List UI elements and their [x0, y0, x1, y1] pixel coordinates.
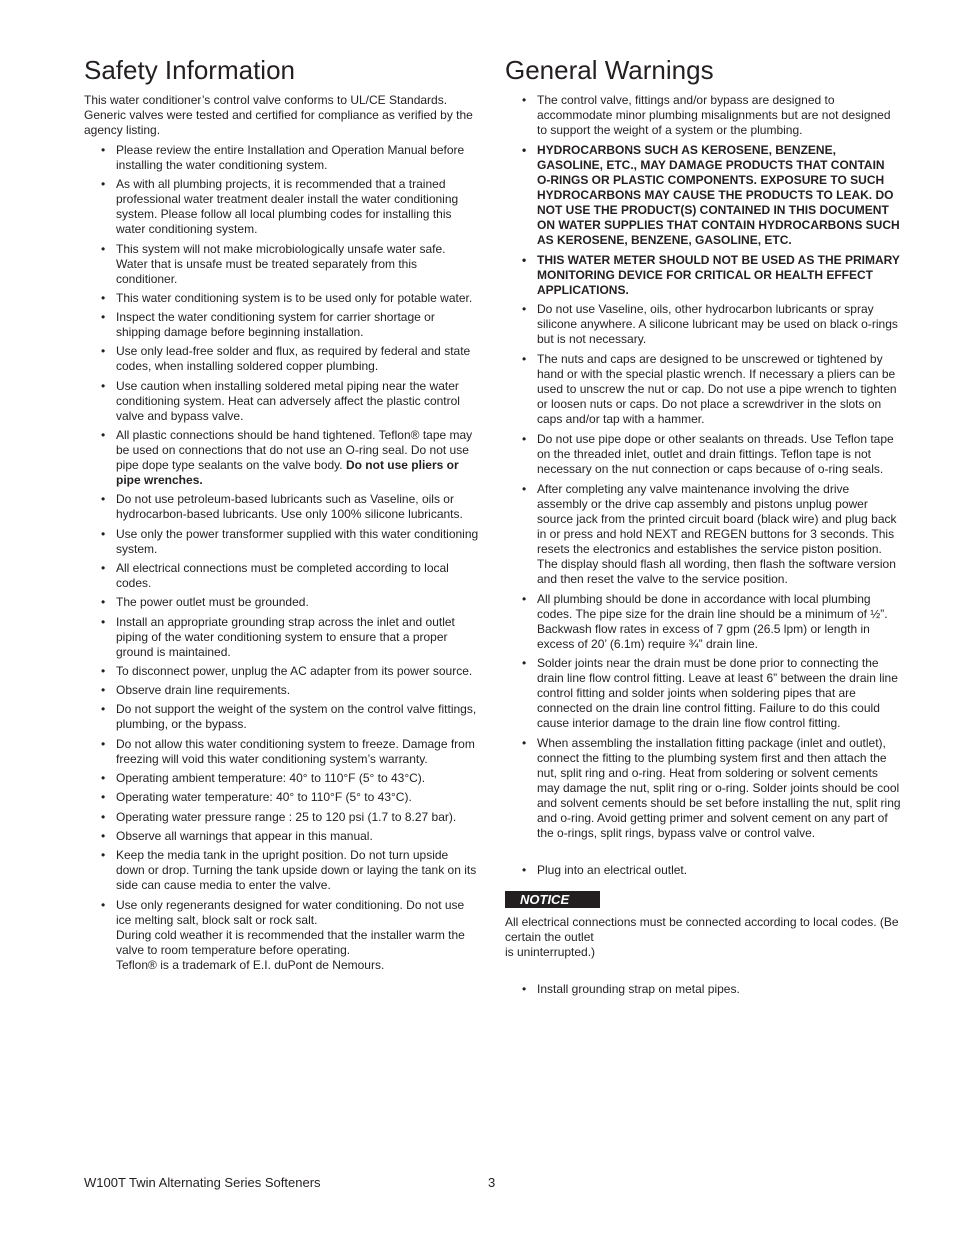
list-item [116, 428, 480, 488]
plug-list [505, 863, 901, 878]
list-item: • This system will not make microbiologically unsafe water safe. Water that is unsafe must be treated separately from this conditioner. [116, 242, 480, 287]
footer-document-title: W100T Twin Alternating Series Softeners [84, 1175, 321, 1190]
list-item: • Install grounding strap on metal pipes. [537, 982, 901, 997]
general-warnings-heading: General Warnings [505, 55, 714, 85]
list-item: • Operating water temperature: 40° to 110°F (5° to 43°C). [116, 790, 480, 805]
list-item: • Do not use Vaseline, oils, other hydrocarbon lubricants or spray silicone anywhere. A silicone lubricant may be used on black o-rings but is not necessary. [537, 302, 901, 347]
list-item: • Do not use petroleum-based lubricants such as Vaseline, oils or hydrocarbon-based lubricants. Use only 100% silicone lubricants. [116, 492, 480, 522]
list-item: • All electrical connections must be completed according to local codes. [116, 561, 480, 591]
list-item: • Use caution when installing soldered metal piping near the water conditioning system. Heat can adversely affect the plastic control valve and bypass valve. [116, 379, 480, 424]
list-item-line: • Use only regenerants designed for water conditioning. Do not use ice melting salt, block salt or rock salt. [116, 897, 465, 927]
warnings-list [505, 93, 901, 841]
trademark-note: Teflon® is a trademark of E.I. duPont de Nemours. [116, 957, 385, 972]
notice-line: All electrical connections must be connected according to local codes. (Be certain the outlet [505, 914, 899, 944]
notice-line: is uninterrupted.) [505, 944, 596, 959]
safety-intro: This water conditioner’s control valve conforms to UL/CE Standards. Generic valves were tested and certified for compliance as verified by the agency listing. [84, 93, 473, 137]
list-item: • Please review the entire Installation and Operation Manual before installing the water conditioning system. [116, 143, 480, 173]
list-item: • Operating ambient temperature: 40° to 110°F (5° to 43°C). [116, 771, 480, 786]
general-warnings-column [505, 55, 901, 1002]
list-item: • After completing any valve maintenance involving the drive assembly or the drive cap assembly and pistons unplug power source jack from the printed circuit board (black wire) and plug back in or press and hold NEXT and REGEN buttons for 3 seconds. This resets the electronics and establishes the service piston position. The display should flash all wording, then flash the software version and then reset the valve to the service position. [537, 482, 901, 587]
list-item: • The power outlet must be grounded. [116, 595, 480, 610]
list-item-bold-text: Do not use pliers or pipe wrenches. [116, 458, 459, 488]
list-item: • Plug into an electrical outlet. [537, 863, 901, 878]
list-item-text: All plastic connections should be hand tightened. Teflon® tape may be used on connections that do not use an O-ring seal. Do not use pipe dope type sealants on the valve body. [116, 428, 473, 473]
safety-list [84, 143, 480, 973]
spacer [505, 846, 901, 863]
list-item: • Do not allow this water conditioning system to freeze. Damage from freezing will void this water conditioning system’s warranty. [116, 737, 480, 767]
list-item: • Solder joints near the drain must be done prior to connecting the drain line flow control fitting. Leave at least 6” between the drain line control fitting and solder joints when soldering pipes that are connected on the drain line control fitting. Failure to do this could cause interior damage to the drain line flow control fitting. [537, 656, 901, 731]
list-item [116, 898, 480, 973]
list-item: • Install an appropriate grounding strap across the inlet and outlet piping of the water conditioning system to ensure that a proper ground is maintained. [116, 615, 480, 660]
list-item: • Use only the power transformer supplied with this water conditioning system. [116, 527, 480, 557]
list-item: • When assembling the installation fitting package (inlet and outlet), connect the fitting to the plumbing system first and then attach the nut, split ring and o-ring. Heat from soldering or solvent cements may damage the nut, split ring or o-ring. Solder joints should be cool and solvent cements should be set before installing the nut, split ring and o-ring. Avoid getting primer and solvent cement on any part of the o-rings, split rings, bypass valve or control valve. [537, 736, 901, 841]
water-meter-warning: • THIS WATER METER SHOULD NOT BE USED AS THE PRIMARY MONITORING DEVICE FOR CRITICAL OR HEALTH EFFECT APPLICATIONS. [537, 253, 901, 298]
grounding-list [505, 982, 901, 997]
list-item: • All plumbing should be done in accordance with local plumbing codes. The pipe size for the drain line should be a minimum of ½”. Backwash flow rates in excess of 7 gpm (26.5 lpm) or length in excess of 20’ (6.1m) require ¾” drain line. [537, 592, 901, 652]
list-item: • The nuts and caps are designed to be unscrewed or tightened by hand or with the special plastic wrench. If necessary a pliers can be used to unscrew the nut or cap. Do not use a pipe wrench to tighten or loosen nuts or caps. Do not place a screwdriver in the slots on caps and/or tap with a hammer. [537, 352, 901, 427]
list-item: • This water conditioning system is to be used only for potable water. [116, 291, 480, 306]
list-item: • Operating water pressure range : 25 to 120 psi (1.7 to 8.27 bar). [116, 810, 480, 825]
list-item: • Do not support the weight of the system on the control valve fittings, plumbing, or the bypass. [116, 702, 480, 732]
spacer [505, 960, 901, 982]
list-item: • Keep the media tank in the upright position. Do not turn upside down or drop. Turning the tank upside down or laying the tank on its side can cause media to enter the valve. [116, 848, 480, 893]
footer-page-number: 3 [488, 1175, 496, 1190]
list-item: • Observe all warnings that appear in this manual. [116, 829, 480, 844]
list-item: • As with all plumbing projects, it is recommended that a trained professional water treatment dealer install the water conditioning system. Please follow all local plumbing codes for installing this water conditioning system. [116, 177, 480, 237]
list-item: • Observe drain line requirements. [116, 683, 480, 698]
list-item: • Inspect the water conditioning system for carrier shortage or shipping damage before beginning installation. [116, 310, 480, 340]
notice-text [505, 915, 901, 960]
list-item: • To disconnect power, unplug the AC adapter from its power source. [116, 664, 480, 679]
notice-label: NOTICE [505, 891, 600, 908]
safety-information-column [84, 55, 480, 977]
hydrocarbon-warning: • HYDROCARBONS SUCH AS KEROSENE, BENZENE, GASOLINE, ETC., MAY DAMAGE PRODUCTS THAT CONTAIN O-RINGS OR PLASTIC COMPONENTS. EXPOSURE TO SUCH HYDROCARBONS MAY CAUSE THE PRODUCTS TO LEAK. DO NOT USE THE PRODUCT(S) CONTAINED IN THIS DOCUMENT ON WATER SUPPLIES THAT CONTAIN HYDROCARBONS SUCH AS KEROSENE, BENZENE, GASOLINE, ETC. [537, 143, 901, 248]
list-item: • Use only lead-free solder and flux, as required by federal and state codes, when installing soldered copper plumbing. [116, 344, 480, 374]
list-item-line: During cold weather it is recommended that the installer warm the valve to room temperature before operating. [116, 927, 465, 957]
list-item: • Do not use pipe dope or other sealants on threads. Use Teflon tape on the threaded inlet, outlet and drain fittings. Teflon tape is not necessary on the nut connection or caps because of o-ring seals. [537, 432, 901, 477]
list-item: • The control valve, fittings and/or bypass are designed to accommodate minor plumbing misalignments but are not designed to support the weight of a system or the plumbing. [537, 93, 901, 138]
safety-information-heading: Safety Information [84, 55, 295, 85]
